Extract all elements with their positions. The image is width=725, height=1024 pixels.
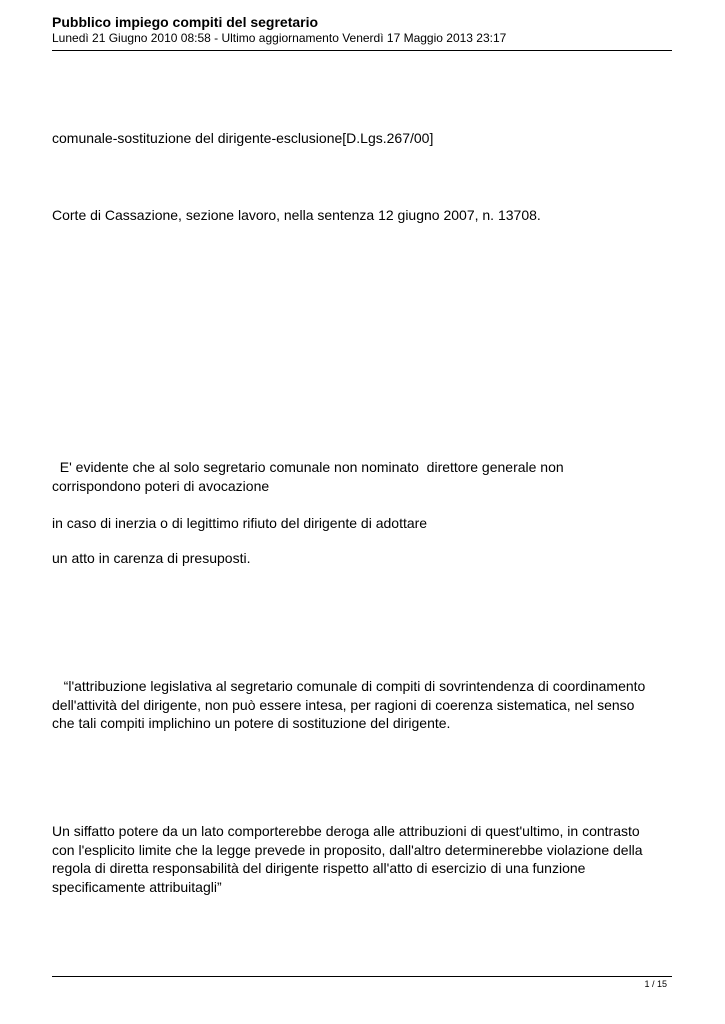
court-reference: Corte di Cassazione, sezione lavoro, nella sentenza 12 giugno 2007, n. 13708. (52, 207, 541, 223)
paragraph-inertia: in caso di inerzia o di legittimo rifiuto del dirigente di adottare (52, 515, 428, 531)
document-title: Pubblico impiego compiti del segretario (52, 14, 319, 30)
paragraph-act: un atto in carenza di presuposti. (52, 550, 251, 566)
quote-paragraph-end: Un siffatto potere da un lato comporterebbe deroga alle attribuzioni di quest'ultimo, in contrasto con l'esplicito limite che la legge prevede in proposito, dall'altro determinerebbe violazione della regola di diretta responsabilità del dirigente rispetto all'atto di esercizio di una funzione specificamente attribuitagli” (52, 823, 643, 895)
quote-paragraph-start: “l'attribuzione legislativa al segretario comunale di compiti di sovrintendenza di coordinamento dell'attività del dirigente, non può essere intesa, per ragioni di coerenza sistematica, nel senso che tali compiti implichino un potere di sostituzione del dirigente. (52, 678, 646, 731)
page-number: 1 / 15 (644, 979, 667, 989)
header-divider (52, 50, 672, 51)
document-dates: Lunedì 21 Giugno 2010 08:58 - Ultimo aggiornamento Venerdì 17 Maggio 2013 23:17 (52, 31, 507, 45)
paragraph-evident: E' evidente che al solo segretario comunale non nominato direttore generale non corrispondono poteri di avocazione (52, 459, 564, 494)
subject-line: comunale-sostituzione del dirigente-esclusione[D.Lgs.267/00] (52, 130, 434, 146)
page-header (52, 14, 672, 46)
footer-divider (52, 976, 672, 977)
